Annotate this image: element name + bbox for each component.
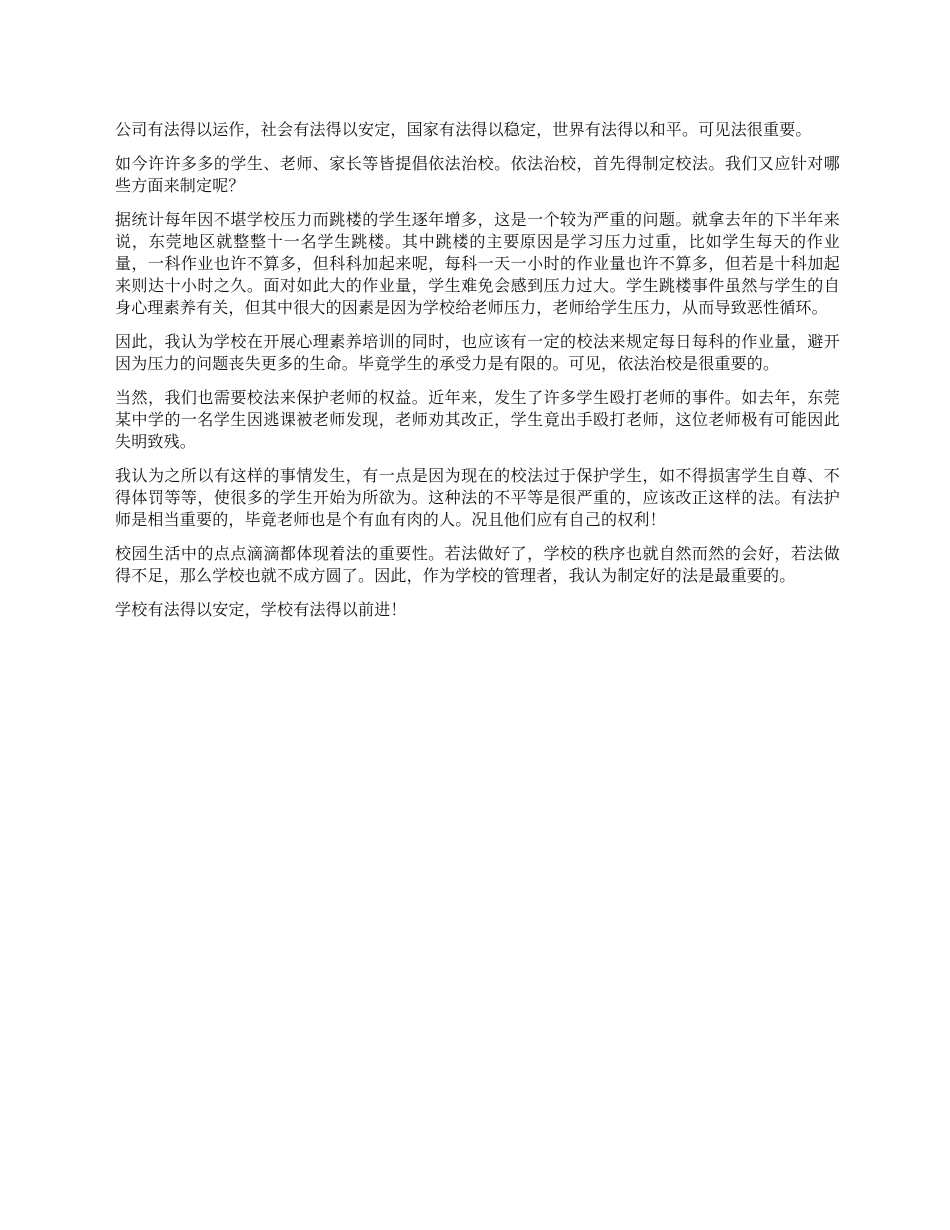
document-body	[115, 119, 840, 633]
paragraph-8: 学校有法得以安定，学校有法得以前进！	[115, 600, 407, 619]
paragraph-3: 据统计每年因不堪学校压力而跳楼的学生逐年增多，这是一个较为严重的问题。就拿去年的下半年来说，东莞地区就整整十一名学生跳楼。其中跳楼的主要原因是学习压力过重，比如学生每天的作业量，一科作业也许不算多，但科科加起来呢，每科一天一小时的作业量也许不算多，但若是十科加起来则达十小时之久。面对如此大的作业量，学生难免会感到压力过大。学生跳楼事件虽然与学生的自身心理素养有关，但其中很大的因素是因为学校给老师压力，老师给学生压力，从而导致恶性循环。	[115, 210, 840, 317]
paragraph-6: 我认为之所以有这样的事情发生，有一点是因为现在的校法过于保护学生，如不得损害学生自尊、不得体罚等等，使很多的学生开始为所欲为。这种法的不平等是很严重的，应该改正这样的法。有法护师是相当重要的，毕竟老师也是个有血有肉的人。况且他们应有自己的权利！	[115, 466, 840, 529]
paragraph-7: 校园生活中的点点滴滴都体现着法的重要性。若法做好了，学校的秩序也就自然而然的会好，若法做得不足，那么学校也就不成方圆了。因此，作为学校的管理者，我认为制定好的法是最重要的。	[115, 544, 840, 585]
paragraph-5: 当然，我们也需要校法来保护老师的权益。近年来，发生了许多学生殴打老师的事件。如去年，东莞某中学的一名学生因逃课被老师发现，老师劝其改正，学生竟出手殴打老师，这位老师极有可能因此失明致残。	[115, 388, 840, 451]
paragraph-4: 因此，我认为学校在开展心理素养培训的同时，也应该有一定的校法来规定每日每科的作业量，避开因为压力的问题丧失更多的生命。毕竟学生的承受力是有限的。可见，依法治校是很重要的。	[115, 332, 840, 373]
paragraph-1: 公司有法得以运作，社会有法得以安定，国家有法得以稳定，世界有法得以和平。可见法很重要。	[115, 120, 812, 139]
paragraph-2: 如今许许多多的学生、老师、家长等皆提倡依法治校。依法治校，首先得制定校法。我们又应针对哪些方面来制定呢？	[115, 154, 840, 195]
